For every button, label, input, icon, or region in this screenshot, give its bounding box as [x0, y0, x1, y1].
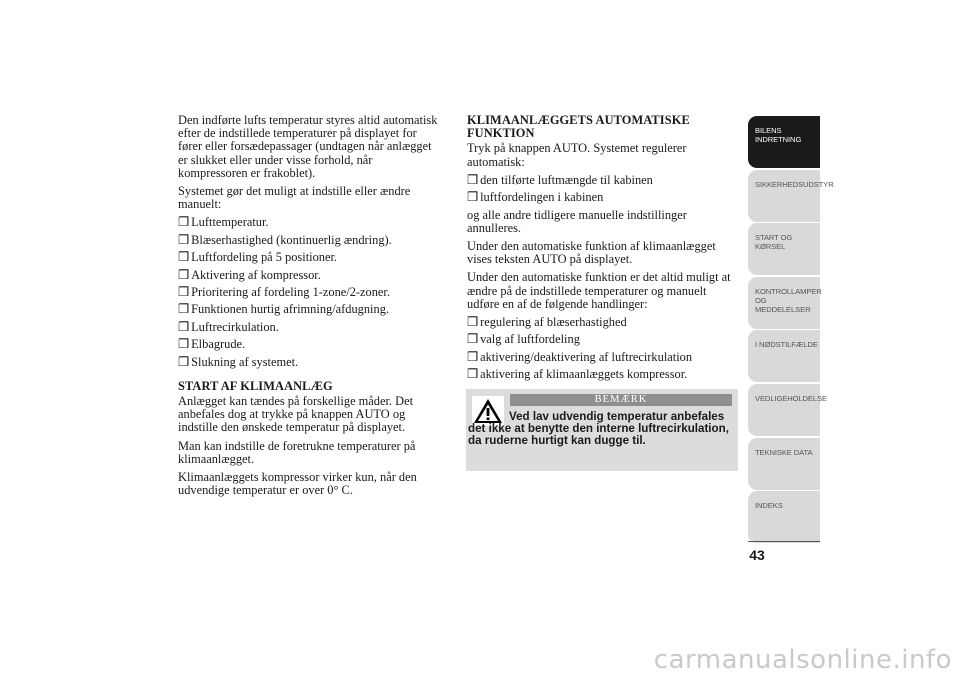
auto-intro-paragraph: Tryk på knappen AUTO. Systemet regulerer automatisk:	[467, 141, 687, 169]
section-heading-auto: KLIMAANLÆGGETS AUTOMATISKE FUNKTION	[467, 113, 690, 141]
tab-divider	[748, 541, 820, 542]
checkbox-bullet-icon: ❒	[178, 354, 190, 369]
manual-override-paragraph: Under den automatiske funktion er det altid muligt at ændre på de indstillede temperaturer og manuelt udføre en af de følgende handlinger:	[467, 270, 731, 311]
tab-bilens-indretning[interactable]: BILENS INDRETNING	[748, 116, 820, 168]
preferred-temp-paragraph: Man kan indstille de foretrukne temperaturer på klimaanlægget.	[178, 438, 416, 466]
watermark: carmanualsonline.info	[653, 645, 952, 675]
list-item: ❒ den tilførte luftmængde til kabinen	[467, 172, 653, 187]
checkbox-bullet-icon: ❒	[178, 267, 190, 282]
list-item: ❒ Funktionen hurtig afrimning/afdugning.	[178, 302, 389, 317]
auto-display-paragraph: Under den automatiske funktion af klimaanlægget vises teksten AUTO på displayet.	[467, 239, 716, 267]
list-item: ❒ regulering af blæserhastighed	[467, 315, 627, 330]
list-item: ❒ aktivering/deaktivering af luftrecirkulation	[467, 349, 693, 364]
checkbox-bullet-icon: ❒	[178, 337, 190, 352]
list-item: ❒ aktivering af klimaanlæggets kompressor.	[467, 367, 688, 382]
checkbox-bullet-icon: ❒	[178, 302, 190, 317]
intro-paragraph: Den indførte lufts temperatur styres altid automatisk efter de indstillede temperaturer på displayet for fører eller forsædepassager (undtagen når anlægget er slukket eller under visse forhold, når kompressoren er frakoblet).	[178, 113, 438, 180]
cancel-paragraph: og alle andre tidligere manuelle indstillinger annulleres.	[467, 207, 687, 235]
list-item: ❒ valg af luftfordeling	[467, 332, 580, 347]
note-box	[466, 389, 738, 471]
note-title: BEMÆRK	[510, 394, 732, 406]
checkbox-bullet-icon: ❒	[178, 250, 190, 265]
checkbox-bullet-icon: ❒	[467, 315, 479, 330]
list-item: ❒ Prioritering af fordeling 1-zone/2-zoner.	[178, 284, 390, 299]
list-item: ❒ Luftrecirkulation.	[178, 319, 279, 334]
tab-kontrollamper[interactable]: KONTROLLAMPER OG MEDDELELSER	[748, 277, 820, 329]
list-item: ❒ luftfordelingen i kabinen	[467, 190, 604, 205]
left-column	[178, 114, 440, 502]
list-item: ❒ Elbagrude.	[178, 337, 246, 352]
tab-start-og-korsel[interactable]: START OG KØRSEL	[748, 223, 820, 275]
list-item: ❒ Lufttemperatur.	[178, 215, 269, 230]
checkbox-bullet-icon: ❒	[178, 284, 190, 299]
checkbox-bullet-icon: ❒	[178, 232, 190, 247]
list-item: ❒ Aktivering af kompressor.	[178, 267, 321, 282]
auto-list	[467, 174, 740, 205]
note-text: Ved lav udvendig temperatur anbefales det ikke at benytte den interne luftrecirkulation, da ruderne hurtigt kan dugge til.	[468, 410, 729, 448]
tab-tekniske-data[interactable]: TEKNISKE DATA	[748, 438, 820, 490]
override-list	[467, 316, 740, 381]
list-item: ❒ Luftfordeling på 5 positioner.	[178, 250, 338, 265]
checkbox-bullet-icon: ❒	[467, 172, 479, 187]
checkbox-bullet-icon: ❒	[178, 215, 190, 230]
tab-sikkerhedsudstyr[interactable]: SIKKERHEDSUDSTYR	[748, 170, 820, 222]
checkbox-bullet-icon: ❒	[467, 190, 479, 205]
checkbox-bullet-icon: ❒	[467, 332, 479, 347]
tab-i-nodstilfaelde[interactable]: I NØDSTILFÆLDE	[748, 330, 820, 382]
start-paragraph: Anlægget kan tændes på forskellige måder. Det anbefales dog at trykke på knappen AUTO og indstille den ønskede temperatur på displayet.	[178, 393, 414, 435]
list-item: ❒ Blæserhastighed (kontinuerlig ændring).	[178, 232, 392, 247]
page-number: 43	[749, 547, 765, 563]
chapter-tabs	[748, 116, 834, 545]
right-column	[467, 114, 740, 386]
tab-vedligeholdelse[interactable]: VEDLIGEHOLDELSE	[748, 384, 820, 436]
checkbox-bullet-icon: ❒	[467, 367, 479, 382]
list-item: ❒ Slukning af systemet.	[178, 354, 299, 369]
manual-settings-paragraph: Systemet gør det muligt at indstille eller ændre manuelt:	[178, 184, 411, 212]
section-heading-start: START AF KLIMAANLÆG	[178, 378, 333, 393]
tab-indeks[interactable]: INDEKS	[748, 491, 820, 543]
checkbox-bullet-icon: ❒	[178, 319, 190, 334]
compressor-paragraph: Klimaanlæggets kompressor virker kun, når den udvendige temperatur er over 0° C.	[178, 469, 417, 498]
manual-settings-list	[178, 216, 440, 368]
checkbox-bullet-icon: ❒	[467, 349, 479, 364]
